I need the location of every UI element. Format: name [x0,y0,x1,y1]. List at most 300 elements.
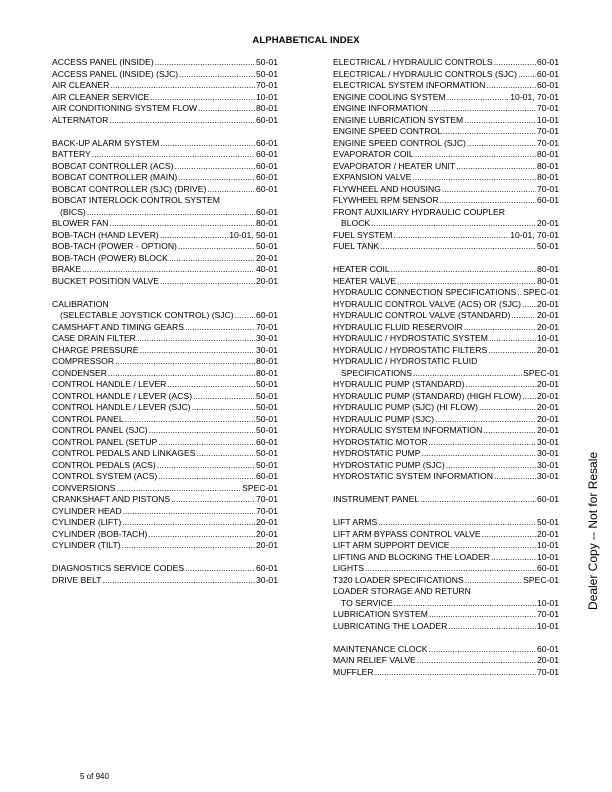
index-entry-page: 70-01 [256,505,278,516]
index-spacer [333,483,559,495]
index-entry-label: EVAPORATOR COIL [333,149,414,159]
leader-dots [160,276,255,288]
index-entry-label: FUEL TANK [333,241,380,251]
index-entry-page: 20-01 [537,298,559,309]
index-entry-label: INSTRUMENT PANEL [333,494,420,504]
index-entry-label: ELECTRICAL SYSTEM INFORMATION [333,80,486,90]
index-entry-label: CHARGE PRESSURE [52,344,139,355]
index-entry-page: 20-01 [537,379,559,389]
index-entry-heading: LOADER STORAGE AND RETURN [333,586,471,596]
index-entry [333,57,559,69]
index-entry [333,299,559,311]
index-entry [52,494,278,506]
index-entry [52,138,278,150]
index-entry-label: BOB-TACH (HAND LEVER) [52,229,159,240]
index-entry-heading: HYDRAULIC / HYDROSTATIC FLUID [333,356,478,366]
index-entry-label: HYDRAULIC CONTROL VALVE (ACS) OR (SJC) [333,298,521,309]
page-footer: 5 of 940 [80,772,109,781]
leader-dots [365,563,536,575]
leader-dots [517,287,522,299]
leader-dots [148,529,255,541]
index-entry-label: LIFT ARM SUPPORT DEVICE [333,540,450,550]
index-entry [333,391,559,403]
index-entry-label: LIFTING AND BLOCKING THE LOADER [333,551,490,562]
leader-dots [429,437,536,449]
index-entry [333,609,559,621]
index-entry-heading: BOBCAT INTERLOCK CONTROL SYSTEM [52,195,220,205]
index-entry [52,322,278,334]
index-entry-page: 20-01 [537,344,559,355]
index-entry-label: ELECTRICAL / HYDRAULIC CONTROLS (SJC) [333,68,517,79]
index-entry [333,322,559,334]
index-entry-page: 10-01 [537,620,559,631]
index-entry-page: 50-01 [256,448,278,458]
leader-dots [198,103,255,115]
index-entry-page: 10-01 [256,91,278,102]
index-spacer [333,632,559,644]
index-entry [52,230,278,242]
leader-dots [378,517,536,529]
leader-dots [380,241,536,253]
leader-dots [491,552,536,564]
index-entry-page: 70-01 [256,321,278,332]
index-entry-label: AIR CLEANER SERVICE [52,91,150,102]
leader-dots [420,494,536,506]
leader-dots [393,230,509,242]
leader-dots [488,345,536,357]
index-entry-page: 60-01 [256,160,278,171]
index-entry [333,310,559,322]
index-entry [333,241,559,253]
index-entry-label: ENGINE SPEED CONTROL [333,126,442,136]
index-column-right [333,57,559,678]
index-entry-page: 80-01 [537,160,559,171]
leader-dots [235,310,255,322]
index-entry [52,448,278,460]
index-entry [333,552,559,564]
index-entry-label: (SELECTABLE JOYSTICK CONTROL) (SJC) [60,310,234,320]
leader-dots [522,391,536,403]
index-entry-label: HYDROSTATIC SYSTEM INFORMATION [333,471,493,481]
index-entry-label: DRIVE BELT [52,574,102,585]
index-entry-page: 80-01 [537,264,559,274]
index-entry-page: 50-01 [256,402,278,412]
index-entry [52,149,278,161]
leader-dots [486,80,536,92]
leader-dots [178,241,255,253]
index-entry [333,414,559,426]
index-entry-page: 60-01 [537,494,559,504]
index-entry [52,356,278,368]
index-entry [333,460,559,472]
index-entry-label: CONTROL PANEL [52,413,124,424]
index-entry [52,506,278,518]
index-entry-page: 70-01 [537,103,559,113]
index-entry-page: 30-01 [256,344,278,355]
index-entry [333,333,559,345]
index-entry [333,540,559,552]
index-entry [52,391,278,403]
leader-dots [443,126,536,138]
index-entry-page: 60-01 [537,563,559,573]
index-entry-label: CASE DRAIN FILTER [52,333,136,343]
leader-dots [442,184,536,196]
index-entry-label: HYDRAULIC PUMP (SJC) [333,413,435,424]
leader-dots [464,115,536,127]
index-entry [333,529,559,541]
index-entry [52,115,278,127]
index-entry-page: 30-01 [256,574,278,585]
leader-dots [125,414,255,426]
index-entry-page: 60-01 [537,80,559,90]
index-entry-heading: CALIBRATION [52,298,109,309]
index-entry-label: LUBRICATING THE LOADER [333,620,448,631]
index-entry-page: 70-01 [537,126,559,136]
leader-dots [122,517,255,529]
leader-dots [494,471,536,483]
index-entry-label: HYDRAULIC SYSTEM INFORMATION [333,425,483,435]
leader-dots [465,575,522,587]
index-entry-page: 30-01 [537,459,559,470]
index-entry-page: 20-01 [537,310,559,320]
index-entry [52,437,278,449]
page-title: ALPHABETICAL INDEX [252,35,360,46]
index-entry-label: COMPRESSOR [52,356,115,366]
leader-dots [464,322,536,334]
index-entry-label: CONDENSER [52,367,107,378]
index-entry-page: 30-01 [256,333,278,343]
index-entry-page: 80-01 [537,172,559,182]
index-entry [52,529,278,541]
index-entry-page: 20-01 [256,540,278,550]
index-entry-label: HYDRAULIC PUMP (STANDARD) (HIGH FLOW) [333,390,522,401]
index-entry [52,218,278,230]
leader-dots [158,471,255,483]
index-entry-label: TO SERVICE [341,597,393,608]
index-entry [52,460,278,472]
leader-dots [117,483,242,495]
leader-dots [448,621,536,633]
leader-dots [158,437,255,449]
leader-dots [456,161,536,173]
index-entry [333,149,559,161]
index-entry [333,138,559,150]
index-entry-page: 20-01 [537,528,559,539]
leader-dots [185,322,255,334]
index-entry-page: 40-01 [256,264,278,274]
leader-dots [123,506,255,518]
leader-dots [169,253,255,265]
index-entry-page: 50-01 [256,425,278,435]
leader-dots [397,276,536,288]
index-entry [333,287,559,299]
leader-dots [375,667,536,679]
index-entry-label: BLOWER FAN [52,218,109,228]
index-entry [52,80,278,92]
index-entry-label: CAMSHAFT AND TIMING GEARS [52,321,184,332]
leader-dots [92,149,255,161]
index-entry [52,517,278,529]
index-entry [52,414,278,426]
index-entry [333,172,559,184]
index-entry [52,575,278,587]
index-entry-page: 50-01 [256,413,278,424]
index-entry [52,184,278,196]
index-spacer [52,126,278,138]
index-entry-page: 20-01 [537,655,559,665]
index-entry [333,184,559,196]
index-entry-page: 60-01 [256,172,278,182]
index-entry [333,575,559,587]
index-entry-page: 60-01 [256,471,278,481]
index-entry [333,598,559,610]
index-entry-label: CONTROL PANEL (SJC) [52,425,148,435]
index-entry-page: 20-01 [256,528,278,539]
index-entry [333,448,559,460]
index-entry-page: 20-01 [537,402,559,412]
index-entry [333,425,559,437]
index-entry-label: HYDROSTATIC PUMP [333,448,421,458]
leader-dots [482,529,536,541]
index-spacer [333,253,559,265]
leader-dots [511,310,536,322]
index-entry [333,195,559,207]
index-entry-page: 60-01 [256,563,278,573]
index-entry-label: HEATER VALVE [333,275,397,286]
index-entry-label: ENGINE SPEED CONTROL (SJC) [333,137,466,148]
leader-dots [412,172,536,184]
index-entry [333,218,559,230]
index-spacer [52,552,278,564]
leader-dots [489,333,536,345]
leader-dots [483,425,536,437]
leader-dots [122,540,255,552]
index-entry-label: HYDRAULIC CONTROL VALVE (STANDARD) [333,310,511,320]
index-entry-label: EVAPORATOR / HEATER UNIT [333,160,456,171]
index-entry-page: SPEC-01 [523,574,559,585]
leader-dots [192,402,255,414]
index-entry-page: 80-01 [537,275,559,286]
index-entry-page: 70-01 [537,666,559,677]
leader-dots [174,161,255,173]
index-entry [333,161,559,173]
leader-dots [417,655,536,667]
index-entry [52,310,278,322]
leader-dots [494,57,536,69]
index-entry-label: HYDRAULIC PUMP (STANDARD) [333,379,465,389]
index-entry-label: HYDRAULIC CONNECTION SPECIFICATIONS [333,287,517,297]
index-entry [333,368,559,380]
index-entry-label: EXPANSION VALVE [333,172,412,182]
index-entry [333,402,559,414]
leader-dots [160,138,255,150]
index-entry [52,368,278,380]
index-entry-label: CONVERSIONS [52,482,116,493]
leader-dots [447,92,510,104]
index-entry [333,80,559,92]
index-entry-page: 60-01 [256,436,278,447]
index-entry-page: 50-01 [256,57,278,67]
index-entry-label: LIFT ARM BYPASS CONTROL VALVE [333,528,481,539]
leader-dots [171,494,255,506]
index-entry [333,276,559,288]
index-entry-label: ELECTRICAL / HYDRAULIC CONTROLS [333,57,493,67]
index-entry-page: 60-01 [256,206,278,217]
leader-dots [150,92,255,104]
index-entry [52,483,278,495]
index-entry-label: LIFT ARMS [333,517,378,527]
index-entry-label: BOB-TACH (POWER - OPTION) [52,241,177,251]
index-entry-page: 10-01 [537,540,559,550]
index-entry-page: 20-01 [256,275,278,286]
index-entry-label: HYDRAULIC / HYDROSTATIC FILTERS [333,344,488,355]
index-entry-label: CONTROL SYSTEM (ACS) [52,471,158,481]
index-entry-label: HYDROSTATIC MOTOR [333,436,428,447]
leader-dots [415,149,536,161]
index-entry [52,402,278,414]
index-entry-label: AIR CLEANER [52,80,110,90]
leader-dots [185,563,255,575]
index-entry-label: T320 LOADER SPECIFICATIONS [333,574,464,585]
index-entry [333,230,559,242]
index-entry [333,69,559,81]
index-entry-page: 20-01 [537,413,559,424]
index-entry-page: 60-01 [537,195,559,205]
index-entry-page: 80-01 [256,367,278,378]
index-entry-page: 20-01 [537,321,559,332]
index-entry-label: AIR CONDITIONING SYSTEM FLOW [52,103,198,113]
leader-dots [446,460,536,472]
index-entry-page: 80-01 [537,149,559,159]
index-entry-label: CONTROL HANDLE / LEVER (SJC) [52,402,191,412]
index-entry-label: ALTERNATOR [52,114,109,125]
index-entry [52,161,278,173]
leader-dots [155,57,255,69]
index-entry-page: 10-01 [537,597,559,608]
index-entry-page: 60-01 [256,137,278,148]
index-entry-page: 20-01 [537,390,559,401]
index-entry [333,103,559,115]
index-entry-label: ACCESS PANEL (INSIDE) [52,57,154,67]
index-entry [333,494,559,506]
index-entry [52,379,278,391]
index-entry-page: 50-01 [256,379,278,389]
leader-dots [413,368,522,380]
index-entry-page: 50-01 [256,68,278,79]
leader-dots [109,218,255,230]
index-entry-label: ENGINE LUBRICATION SYSTEM [333,114,464,125]
index-entry-page: 20-01 [256,517,278,527]
leader-dots [167,379,255,391]
index-entry-page: 60-01 [256,149,278,159]
index-entry-label: FLYWHEEL AND HOUSING [333,183,441,194]
index-entry [52,563,278,575]
index-entry-label: BATTERY [52,149,91,159]
leader-dots [108,368,255,380]
index-entry [52,207,278,219]
index-entry-page: 80-01 [256,218,278,228]
index-entry-label: CYLINDER (TILT) [52,540,121,550]
index-entry-label: BOBCAT CONTROLLER (SJC) (DRIVE) [52,183,207,194]
leader-dots [522,299,536,311]
index-entry [333,563,559,575]
index-entry [52,172,278,184]
index-entry-label: BRAKE [52,264,82,274]
index-entry-page: SPEC-01 [242,482,278,493]
index-entry-page: 10-01, 70-01 [510,229,559,240]
index-entry-page: SPEC-01 [523,367,559,378]
index-entry [333,517,559,529]
index-entry-label: BOB-TACH (POWER) BLOCK [52,252,168,263]
leader-dots [440,195,536,207]
index-entry-page: 30-01 [537,436,559,447]
leader-dots [137,333,255,345]
index-entry-label: BOBCAT CONTROLLER (MAIN) [52,172,178,182]
index-entry-label: FLYWHEEL RPM SENSOR [333,195,439,205]
leader-dots [110,80,255,92]
index-entry-page: 50-01 [256,459,278,470]
index-entry-label: MAIN RELIEF VALVE [333,655,416,665]
index-entry [52,92,278,104]
index-entry-page: 50-01 [256,241,278,251]
leader-dots [435,414,536,426]
leader-dots [429,103,536,115]
leader-dots [196,448,255,460]
index-entry [52,540,278,552]
index-entry [52,264,278,276]
index-entry [52,253,278,265]
leader-dots [465,379,536,391]
index-entry-label: SPECIFICATIONS [341,367,412,378]
index-entry [333,621,559,633]
index-entry-label: MUFFLER [333,666,374,677]
index-entry-label: HYDRAULIC FLUID RESERVOIR [333,321,463,332]
index-entry [52,241,278,253]
index-entry [333,471,559,483]
index-entry-heading: FRONT AUXILIARY HYDRAULIC COUPLER [333,206,505,217]
index-entry [333,126,559,138]
leader-dots [422,448,536,460]
leader-dots [149,425,255,437]
index-entry-page: 10-01 [537,551,559,562]
index-entry [52,69,278,81]
index-entry-page: 80-01 [256,103,278,113]
index-entry-label: CONTROL PEDALS AND LINKAGES [52,448,196,458]
index-entry-label: CONTROL PANEL (SETUP [52,436,158,447]
index-entry-label: CONTROL HANDLE / LEVER [52,379,167,389]
index-entry-label: CYLINDER HEAD [52,505,122,516]
index-entry [333,667,559,679]
leader-dots [207,184,255,196]
index-entry-label: CRANKSHAFT AND PISTONS [52,494,171,504]
leader-dots [479,402,536,414]
index-entry-page: 10-01 [537,114,559,125]
leader-dots [518,69,536,81]
index-entry [52,471,278,483]
index-entry-page: 10-01, 70-01 [510,91,559,102]
leader-dots [103,575,256,587]
leader-dots [109,115,255,127]
index-entry-label: ENGINE COOLING SYSTEM [333,91,446,102]
index-entry-label: BOBCAT CONTROLLER (ACS) [52,160,174,171]
index-entry-label: ACCESS PANEL (INSIDE) (SJC) [52,68,179,79]
index-entry-label: CYLINDER (BOB-TACH) [52,528,148,539]
leader-dots [429,609,536,621]
index-entry-page: SPEC-01 [523,287,559,297]
index-entry-page: 70-01 [256,80,278,90]
index-entry-label: BUCKET POSITION VALVE [52,275,159,286]
index-entry-label: HYDROSTATIC PUMP (SJC) [333,459,445,470]
